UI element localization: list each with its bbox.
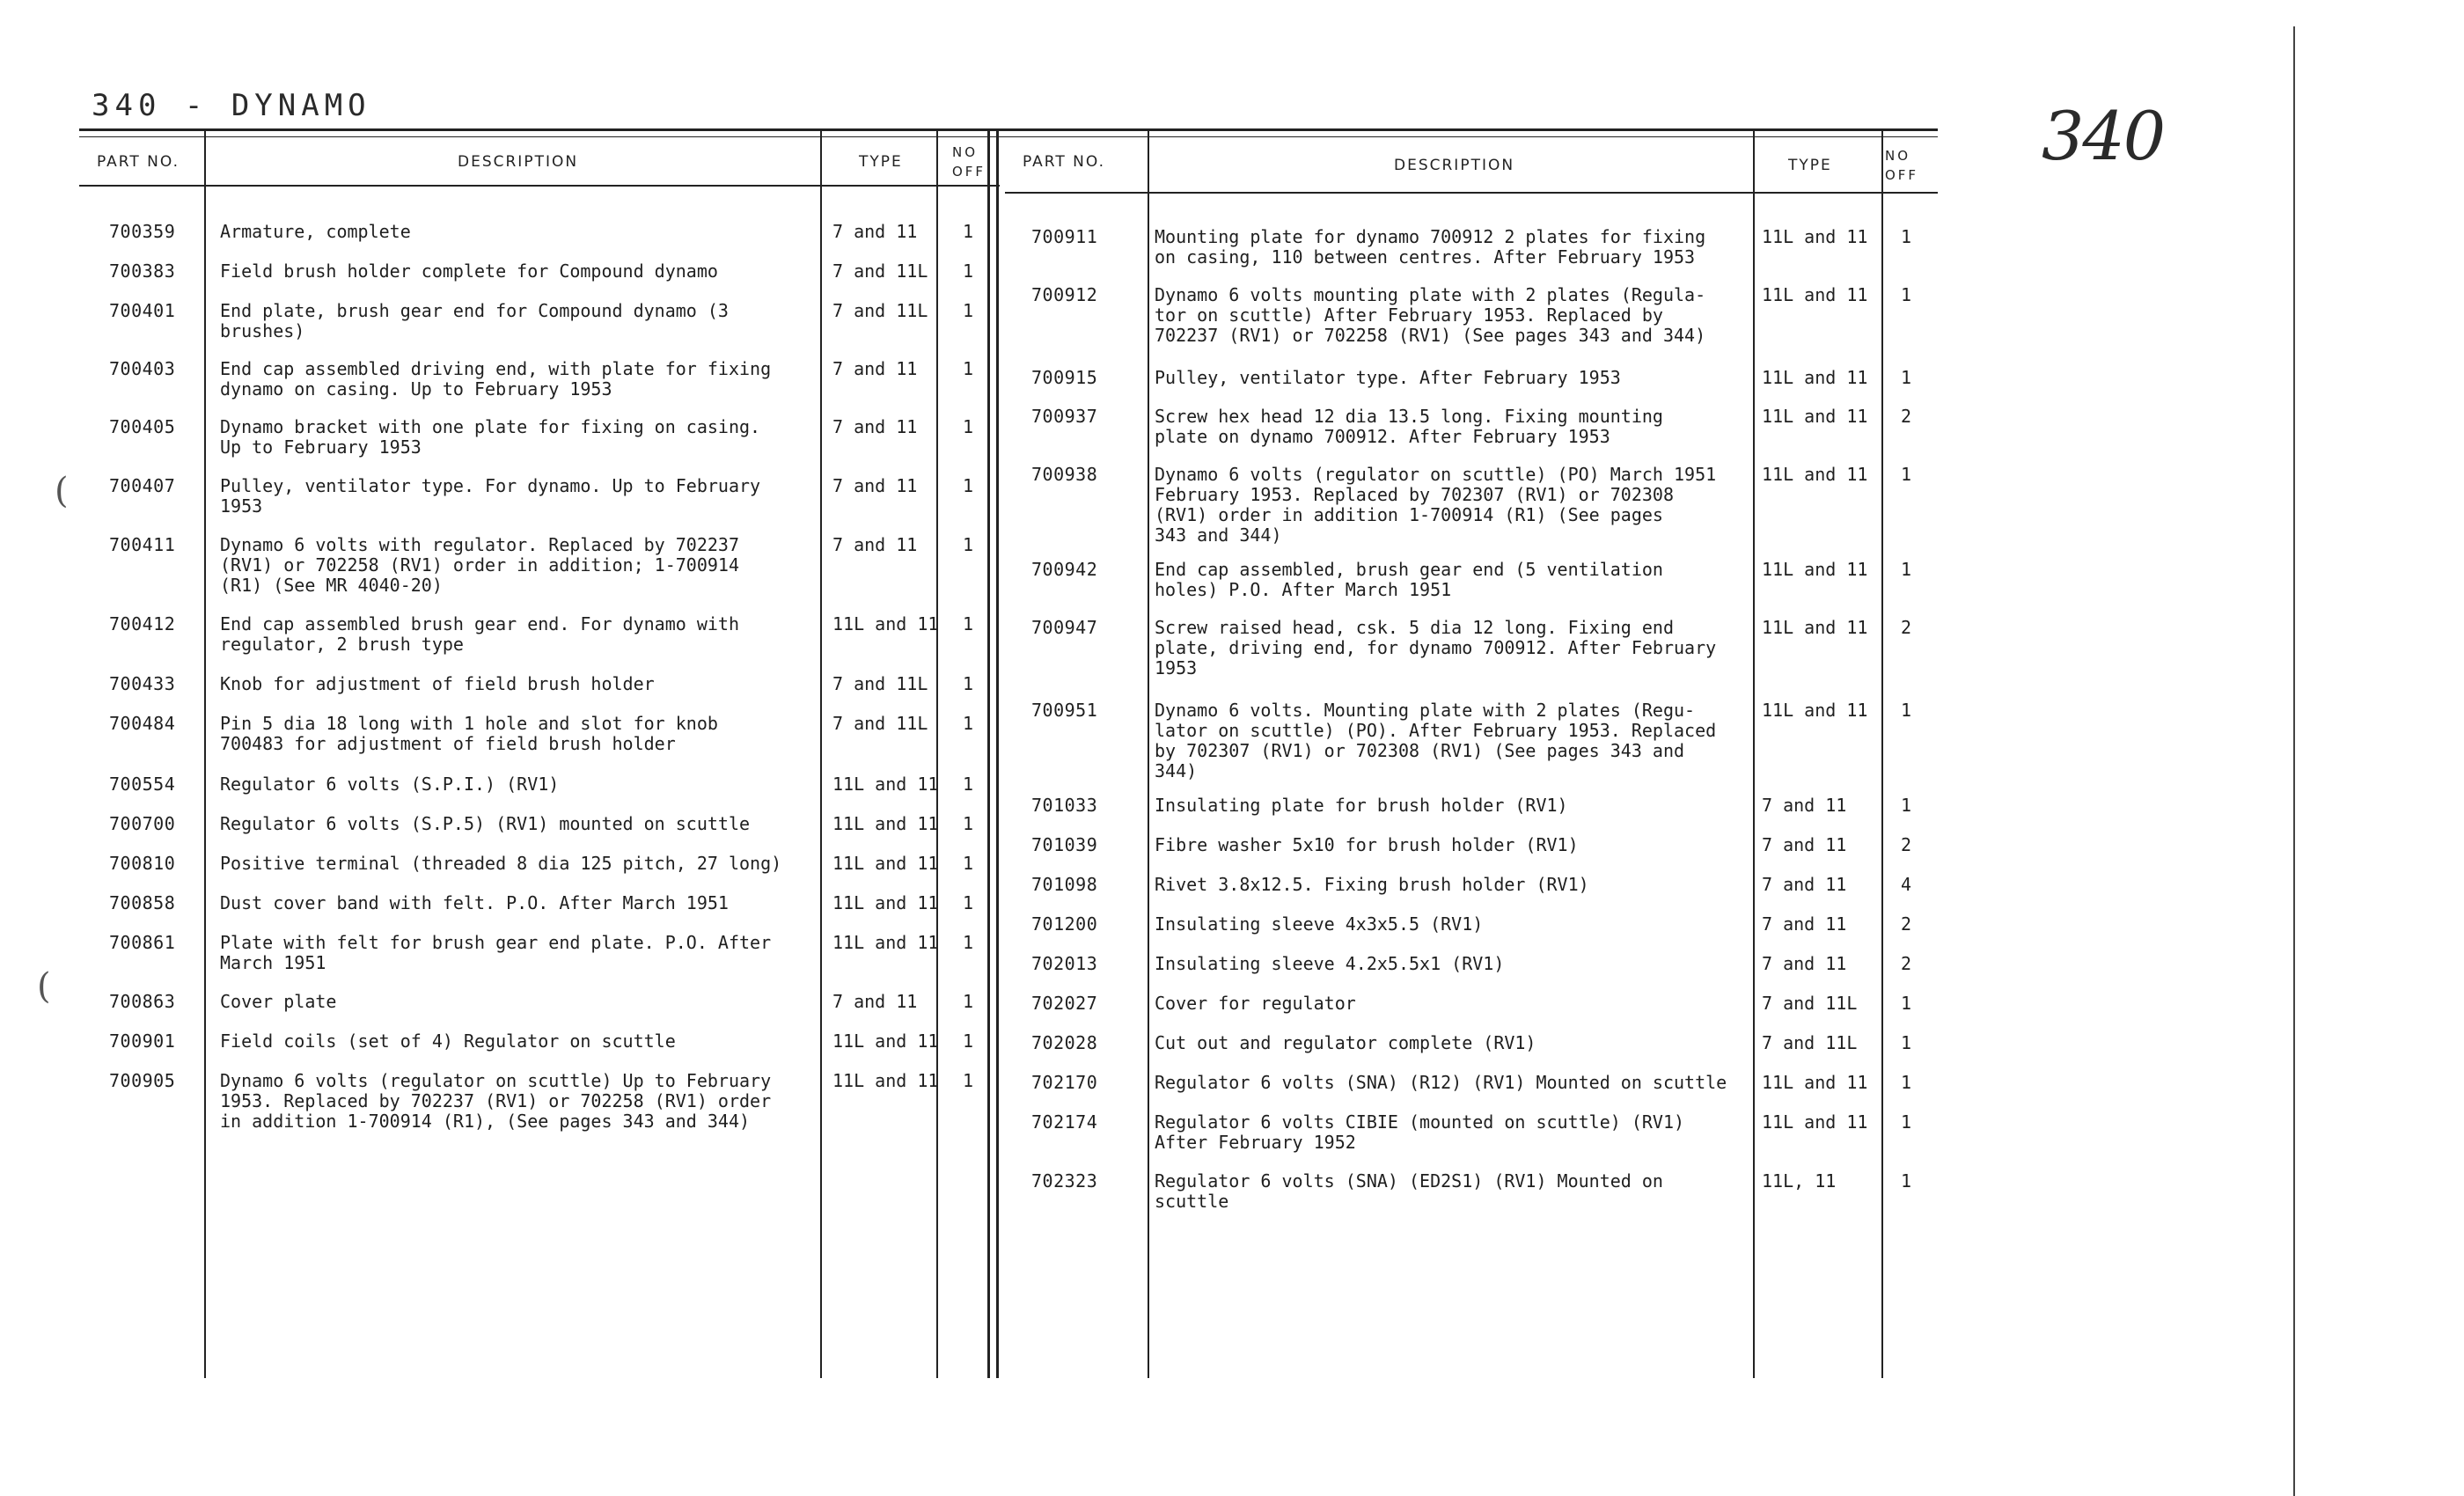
type: 11L and 11 — [1762, 617, 1868, 638]
quantity: 1 — [963, 534, 974, 555]
page-title: 340 - DYNAMO — [92, 88, 371, 123]
quantity: 1 — [1901, 284, 1912, 305]
type: 11L and 11 — [832, 892, 939, 913]
type: 11L, 11 — [1762, 1170, 1837, 1192]
description: Cut out and regulator complete (RV1) — [1155, 1032, 1536, 1053]
part-number: 700412 — [109, 613, 176, 634]
part-number: 700937 — [1031, 406, 1098, 427]
part-number: 700905 — [109, 1070, 176, 1091]
header-description: DESCRIPTION — [1394, 157, 1515, 174]
column-divider — [820, 128, 822, 1378]
quantity: 1 — [963, 774, 974, 795]
handwritten-page-number: 340 — [2042, 97, 2165, 175]
type: 7 and 11 — [832, 416, 918, 437]
description: Pulley, ventilator type. For dynamo. Up to February 1953 — [220, 475, 761, 517]
type: 7 and 11 — [832, 991, 918, 1012]
part-number: 700401 — [109, 300, 176, 321]
part-number: 702013 — [1031, 953, 1098, 974]
type: 7 and 11L — [832, 260, 928, 282]
column-divider — [1148, 128, 1149, 1378]
column-divider — [1753, 128, 1755, 1378]
type: 7 and 11L — [1762, 1032, 1858, 1053]
quantity: 1 — [963, 475, 974, 496]
type: 11L and 11 — [832, 813, 939, 834]
quantity: 2 — [1901, 913, 1912, 935]
description: Positive terminal (threaded 8 dia 125 pitch, 27 long) — [220, 853, 782, 874]
quantity: 1 — [963, 300, 974, 321]
column-divider — [936, 128, 938, 1378]
description: Dynamo 6 volts (regulator on scuttle) Up to February 1953. Replaced by 702237 (RV1) or 702258 (RV1) order in addition 1-700914 (R1), (See pages 343 and 344) — [220, 1070, 772, 1132]
header-description: DESCRIPTION — [458, 153, 579, 171]
part-number: 700405 — [109, 416, 176, 437]
description: Regulator 6 volts (SNA) (ED2S1) (RV1) Mounted on scuttle — [1155, 1170, 1663, 1212]
description: End plate, brush gear end for Compound dynamo (3 brushes) — [220, 300, 729, 341]
type: 7 and 11 — [1762, 874, 1847, 895]
type: 11L and 11 — [1762, 700, 1868, 721]
type: 7 and 11 — [1762, 834, 1847, 855]
description: Regulator 6 volts (SNA) (R12) (RV1) Mounted on scuttle — [1155, 1072, 1727, 1093]
part-number: 700383 — [109, 260, 176, 282]
description: Field coils (set of 4) Regulator on scuttle — [220, 1030, 676, 1052]
description: Armature, complete — [220, 221, 411, 242]
description: Field brush holder complete for Compound dynamo — [220, 260, 718, 282]
part-number: 702028 — [1031, 1032, 1098, 1053]
description: Dust cover band with felt. P.O. After March 1951 — [220, 892, 729, 913]
part-number: 700915 — [1031, 367, 1098, 388]
description: Rivet 3.8x12.5. Fixing brush holder (RV1) — [1155, 874, 1589, 895]
header-bottom-rule-left — [79, 185, 1000, 187]
type: 7 and 11 — [1762, 953, 1847, 974]
part-number: 700942 — [1031, 559, 1098, 580]
type: 11L and 11 — [1762, 1072, 1868, 1093]
quantity: 1 — [1901, 993, 1912, 1014]
description: Screw hex head 12 dia 13.5 long. Fixing mounting plate on dynamo 700912. After February 1953 — [1155, 406, 1663, 447]
header-part-no: PART NO. — [97, 153, 180, 171]
header-type: TYPE — [859, 153, 903, 171]
description: Insulating sleeve 4.2x5.5x1 (RV1) — [1155, 953, 1505, 974]
quantity: 1 — [963, 358, 974, 379]
description: Cover for regulator — [1155, 993, 1356, 1014]
part-number: 702174 — [1031, 1111, 1098, 1133]
quantity: 2 — [1901, 953, 1912, 974]
quantity: 1 — [963, 853, 974, 874]
description: Dynamo 6 volts (regulator on scuttle) (PO) March 1951 February 1953. Replaced by 702307 (RV1) or 702308 (RV1) order in addition 1-700914 (R1) (See pages 343 and 344) — [1155, 464, 1717, 546]
description: Screw raised head, csk. 5 dia 12 long. Fixing end plate, driving end, for dynamo 700912. After February 1953 — [1155, 617, 1717, 678]
type: 7 and 11 — [832, 534, 918, 555]
quantity: 1 — [963, 673, 974, 694]
type: 7 and 11L — [1762, 993, 1858, 1014]
header-no-off: NO OFF — [952, 144, 986, 180]
quantity: 1 — [1901, 226, 1912, 247]
type: 11L and 11 — [832, 853, 939, 874]
quantity: 1 — [963, 892, 974, 913]
quantity: 1 — [1901, 1111, 1912, 1133]
type: 7 and 11 — [832, 475, 918, 496]
quantity: 1 — [963, 416, 974, 437]
part-number: 700411 — [109, 534, 176, 555]
type: 7 and 11 — [1762, 913, 1847, 935]
description: Pulley, ventilator type. After February 1953 — [1155, 367, 1621, 388]
description: Knob for adjustment of field brush holder — [220, 673, 655, 694]
part-number: 700947 — [1031, 617, 1098, 638]
quantity: 1 — [963, 1070, 974, 1091]
type: 7 and 11L — [832, 713, 928, 734]
page-border-right — [2293, 26, 2295, 1496]
column-divider — [987, 128, 990, 1378]
header-no-off: NO OFF — [1885, 148, 1919, 183]
quantity: 1 — [963, 932, 974, 953]
quantity: 2 — [1901, 406, 1912, 427]
part-number: 700911 — [1031, 226, 1098, 247]
description: Insulating sleeve 4x3x5.5 (RV1) — [1155, 913, 1484, 935]
quantity: 1 — [963, 260, 974, 282]
description: Dynamo 6 volts with regulator. Replaced by 702237 (RV1) or 702258 (RV1) order in addition; 1-700914 (R1) (See MR 4040-20) — [220, 534, 740, 596]
part-number: 700407 — [109, 475, 176, 496]
quantity: 1 — [1901, 559, 1912, 580]
column-divider — [996, 128, 999, 1378]
description: Regulator 6 volts CIBIE (mounted on scuttle) (RV1) After February 1952 — [1155, 1111, 1685, 1153]
description: Insulating plate for brush holder (RV1) — [1155, 795, 1568, 816]
part-number: 702170 — [1031, 1072, 1098, 1093]
description: Regulator 6 volts (S.P.I.) (RV1) — [220, 774, 560, 795]
description: Dynamo 6 volts. Mounting plate with 2 plates (Regu- lator on scuttle) (PO). After February 1953. Replaced by 702307 (RV1) or 702308 (RV1) (See pages 343 and 344) — [1155, 700, 1717, 781]
quantity: 1 — [963, 813, 974, 834]
type: 11L and 11 — [1762, 284, 1868, 305]
description: Plate with felt for brush gear end plate. P.O. After March 1951 — [220, 932, 772, 973]
type: 7 and 11 — [832, 221, 918, 242]
type: 11L and 11 — [1762, 1111, 1868, 1133]
type: 11L and 11 — [832, 932, 939, 953]
description: End cap assembled, brush gear end (5 ventilation holes) P.O. After March 1951 — [1155, 559, 1663, 600]
part-number: 700863 — [109, 991, 176, 1012]
part-number: 700858 — [109, 892, 176, 913]
description: End cap assembled driving end, with plate for fixing dynamo on casing. Up to February 1953 — [220, 358, 772, 400]
type: 11L and 11 — [1762, 226, 1868, 247]
description: Mounting plate for dynamo 700912 2 plates for fixing on casing, 110 between centres. After February 1953 — [1155, 226, 1706, 268]
part-number: 700700 — [109, 813, 176, 834]
part-number: 702027 — [1031, 993, 1098, 1014]
part-number: 700554 — [109, 774, 176, 795]
quantity: 2 — [1901, 834, 1912, 855]
quantity: 1 — [1901, 700, 1912, 721]
table-top-rule — [79, 128, 1938, 131]
type: 11L and 11 — [1762, 559, 1868, 580]
part-number: 701033 — [1031, 795, 1098, 816]
part-number: 700951 — [1031, 700, 1098, 721]
description: Fibre washer 5x10 for brush holder (RV1) — [1155, 834, 1579, 855]
quantity: 1 — [1901, 367, 1912, 388]
type: 11L and 11 — [832, 1070, 939, 1091]
type: 7 and 11L — [832, 673, 928, 694]
quantity: 1 — [963, 991, 974, 1012]
quantity: 2 — [1901, 617, 1912, 638]
quantity: 1 — [963, 1030, 974, 1052]
type: 11L and 11 — [832, 774, 939, 795]
quantity: 1 — [963, 713, 974, 734]
quantity: 1 — [963, 613, 974, 634]
column-divider — [204, 128, 206, 1378]
type: 7 and 11L — [832, 300, 928, 321]
quantity: 1 — [1901, 464, 1912, 485]
type: 11L and 11 — [832, 1030, 939, 1052]
description: Pin 5 dia 18 long with 1 hole and slot for knob 700483 for adjustment of field brush holder — [220, 713, 718, 754]
description: Regulator 6 volts (S.P.5) (RV1) mounted on scuttle — [220, 813, 751, 834]
description: Dynamo bracket with one plate for fixing on casing. Up to February 1953 — [220, 416, 761, 458]
header-part-no: PART NO. — [1023, 153, 1105, 171]
column-divider — [1881, 128, 1883, 1378]
description: Dynamo 6 volts mounting plate with 2 plates (Regula- tor on scuttle) After February 1953. Replaced by 702237 (RV1) or 702258 (RV1) (See pages 343 and 344) — [1155, 284, 1706, 346]
part-number: 700901 — [109, 1030, 176, 1052]
quantity: 1 — [1901, 795, 1912, 816]
part-number: 700484 — [109, 713, 176, 734]
part-number: 700912 — [1031, 284, 1098, 305]
quantity: 1 — [1901, 1072, 1912, 1093]
type: 11L and 11 — [1762, 406, 1868, 427]
quantity: 4 — [1901, 874, 1912, 895]
type: 11L and 11 — [1762, 367, 1868, 388]
description: End cap assembled brush gear end. For dynamo with regulator, 2 brush type — [220, 613, 740, 655]
part-number: 700938 — [1031, 464, 1098, 485]
type: 7 and 11 — [1762, 795, 1847, 816]
table-top-rule-2 — [79, 136, 1938, 137]
part-number: 701200 — [1031, 913, 1098, 935]
part-number: 700403 — [109, 358, 176, 379]
description: Cover plate — [220, 991, 337, 1012]
quantity: 1 — [963, 221, 974, 242]
part-number: 700359 — [109, 221, 176, 242]
part-number: 701039 — [1031, 834, 1098, 855]
type: 11L and 11 — [832, 613, 939, 634]
part-number: 701098 — [1031, 874, 1098, 895]
header-bottom-rule-right — [1005, 192, 1938, 194]
type: 7 and 11 — [832, 358, 918, 379]
edge-mark: ( — [55, 471, 69, 511]
type: 11L and 11 — [1762, 464, 1868, 485]
quantity: 1 — [1901, 1170, 1912, 1192]
part-number: 700433 — [109, 673, 176, 694]
part-number: 702323 — [1031, 1170, 1098, 1192]
part-number: 700810 — [109, 853, 176, 874]
part-number: 700861 — [109, 932, 176, 953]
quantity: 1 — [1901, 1032, 1912, 1053]
edge-mark: ( — [37, 966, 51, 1007]
header-type: TYPE — [1788, 157, 1832, 174]
